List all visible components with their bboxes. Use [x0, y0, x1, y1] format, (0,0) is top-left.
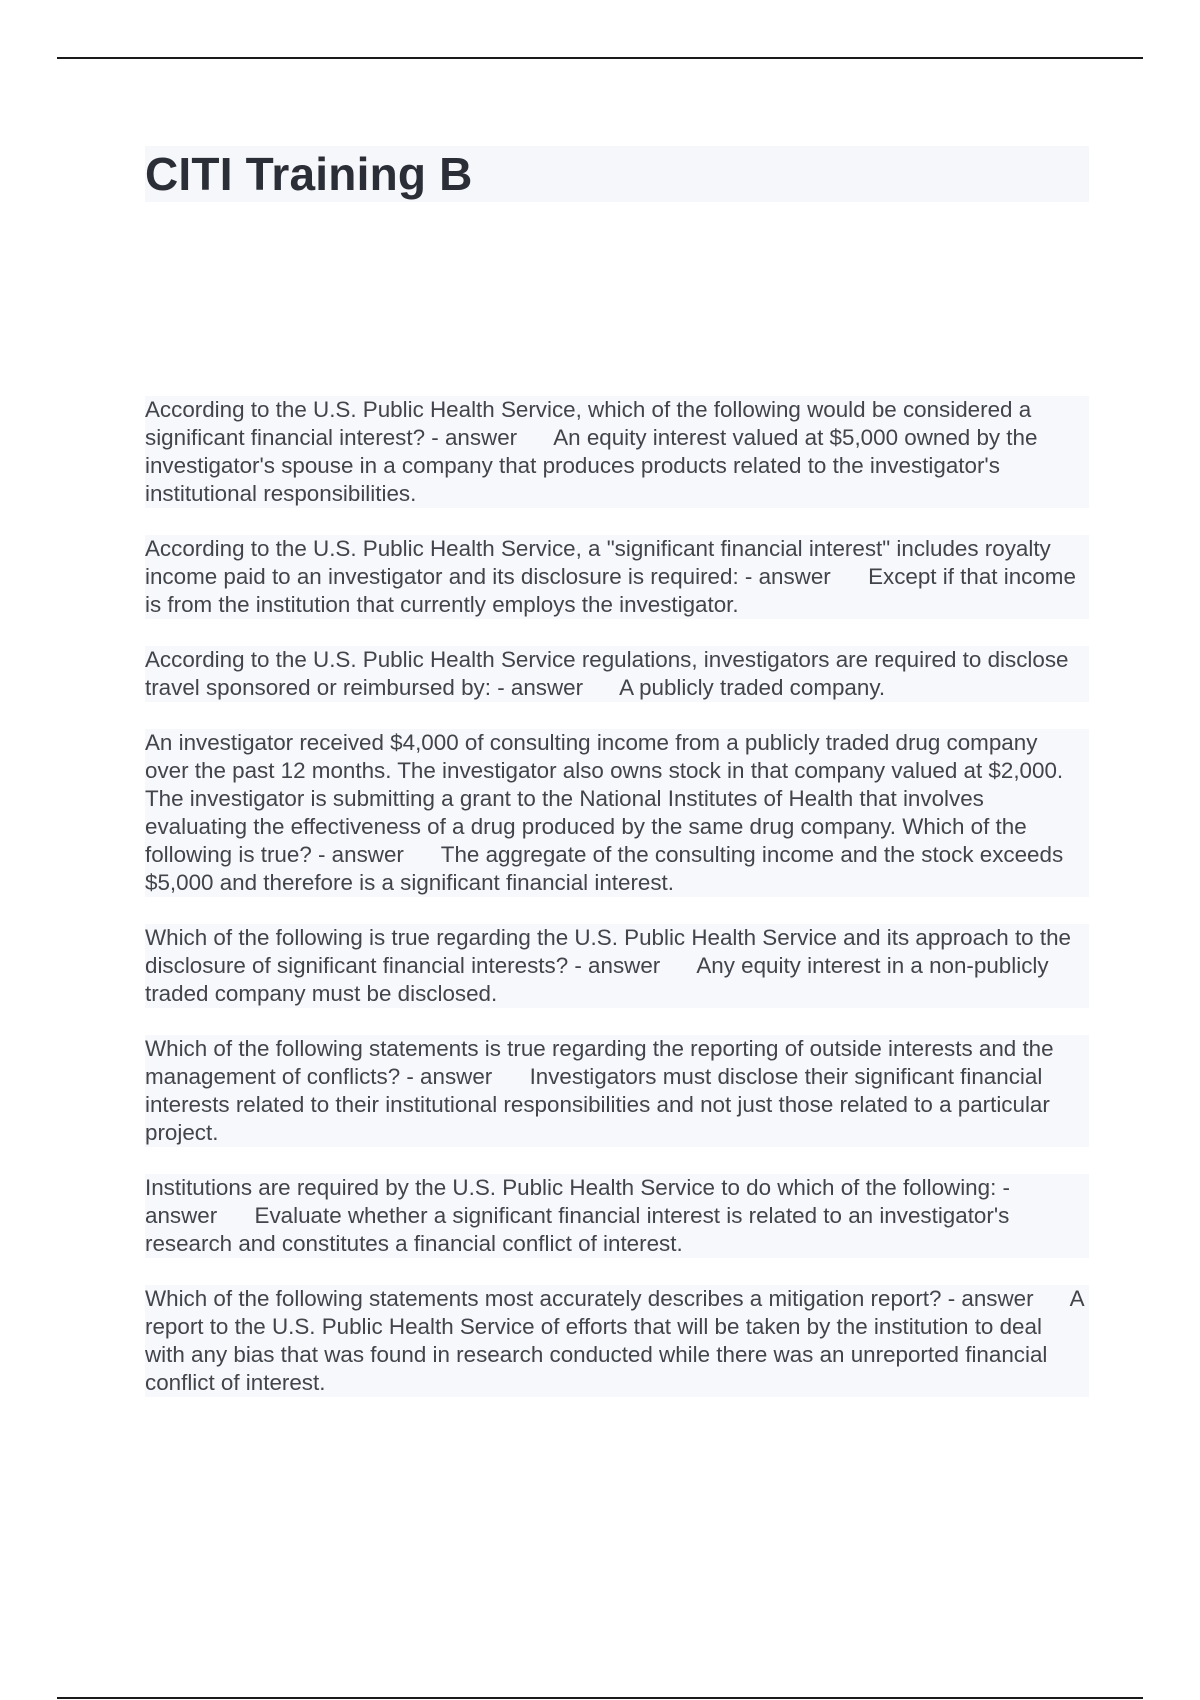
question-text: According to the U.S. Public Health Service regulations, investigators are required to disclose travel sponsored or reimbursed by:: [145, 647, 1075, 700]
answer-separator: - answer: [425, 425, 554, 450]
answer-separator: - answer: [311, 842, 441, 867]
answer-text: Evaluate whether a significant financial interest is related to an investigator's research and constitutes a financial conflict of interest.: [145, 1203, 1016, 1256]
qa-item-4: [145, 729, 1089, 897]
answer-text: A report to the U.S. Public Health Service of efforts that will be taken by the institution to deal with any bias that was found in research conducted while there was an unreported financial conflict of interest.: [145, 1286, 1090, 1395]
qa-item-6: [145, 1035, 1089, 1147]
answer-separator: - answer: [738, 564, 869, 589]
question-text: An investigator received $4,000 of consulting income from a publicly traded drug company over the past 12 months. The investigator also owns stock in that company valued at $2,000. The investigator is submitting a grant to the National Institutes of Health that involves evaluating the effectiveness of a drug produced by the same drug company. Which of the following is true?: [145, 730, 1069, 867]
question-text: According to the U.S. Public Health Service, which of the following would be considered a significant financial interest?: [145, 397, 1038, 450]
qa-item-1: [145, 396, 1089, 508]
qa-item-8: [145, 1285, 1089, 1397]
question-text: Which of the following is true regarding the U.S. Public Health Service and its approach to the disclosure of significant financial interests?: [145, 925, 1078, 978]
qa-list: [145, 396, 1089, 1424]
answer-text: An equity interest valued at $5,000 owned by the investigator's spouse in a company that produces products related to the investigator's institutional responsibilities.: [145, 425, 1044, 506]
question-text: Which of the following statements is true regarding the reporting of outside interests and the management of conflicts?: [145, 1036, 1060, 1089]
bottom-rule: [57, 1697, 1143, 1699]
answer-separator: - answer: [568, 953, 697, 978]
qa-item-2: [145, 535, 1089, 619]
qa-item-7: [145, 1174, 1089, 1258]
answer-text: A publicly traded company.: [619, 675, 886, 700]
question-text: Institutions are required by the U.S. Public Health Service to do which of the following:: [145, 1175, 997, 1200]
document-title: CITI Training B: [145, 148, 473, 200]
qa-item-3: [145, 646, 1089, 702]
answer-separator: - answer: [941, 1286, 1070, 1311]
answer-text: Investigators must disclose their significant financial interests related to their institutional responsibilities and not just those related to a particular project.: [145, 1064, 1057, 1145]
answer-text: The aggregate of the consulting income and the stock exceeds $5,000 and therefore is a significant financial interest.: [145, 842, 1070, 895]
qa-item-5: [145, 924, 1089, 1008]
answer-separator: - answer: [145, 1175, 1017, 1228]
question-text: Which of the following statements most accurately describes a mitigation report?: [145, 1286, 942, 1311]
answer-text: Except if that income is from the institution that currently employs the investigator.: [145, 564, 1083, 617]
question-text: According to the U.S. Public Health Service, a "significant financial interest" includes royalty income paid to an investigator and its disclosure is required:: [145, 536, 1057, 589]
top-rule: [57, 57, 1143, 59]
answer-separator: - answer: [400, 1064, 530, 1089]
answer-text: Any equity interest in a non-publicly traded company must be disclosed.: [145, 953, 1055, 1006]
answer-separator: - answer: [490, 675, 620, 700]
